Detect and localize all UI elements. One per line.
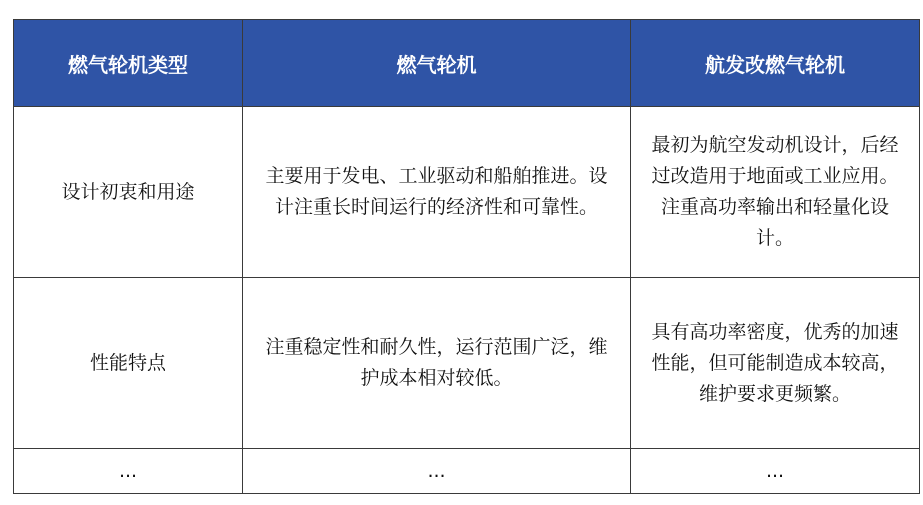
cell-aero-derivative: 最初为航空发动机设计，后经过改造用于地面或工业应用。注重高功率输出和轻量化设计。 — [631, 107, 920, 278]
cell-aero-derivative: 具有高功率密度，优秀的加速性能，但可能制造成本较高，维护要求更频繁。 — [631, 278, 920, 449]
cell-gas-turbine: 注重稳定性和耐久性，运行范围广泛，维护成本相对较低。 — [243, 278, 631, 449]
table-row — [14, 107, 920, 278]
cell-aero-derivative: ... — [631, 449, 920, 494]
table-row — [14, 278, 920, 449]
table-row — [14, 449, 920, 494]
row-label: ... — [14, 449, 243, 494]
header-aero-derivative: 航发改燃气轮机 — [631, 20, 920, 107]
comparison-table — [13, 19, 920, 494]
cell-gas-turbine: 主要用于发电、工业驱动和船舶推进。设计注重长时间运行的经济性和可靠性。 — [243, 107, 631, 278]
header-gas-turbine: 燃气轮机 — [243, 20, 631, 107]
row-label: 设计初衷和用途 — [14, 107, 243, 278]
table-header-row — [14, 20, 920, 107]
header-type: 燃气轮机类型 — [14, 20, 243, 107]
row-label: 性能特点 — [14, 278, 243, 449]
cell-gas-turbine: ... — [243, 449, 631, 494]
